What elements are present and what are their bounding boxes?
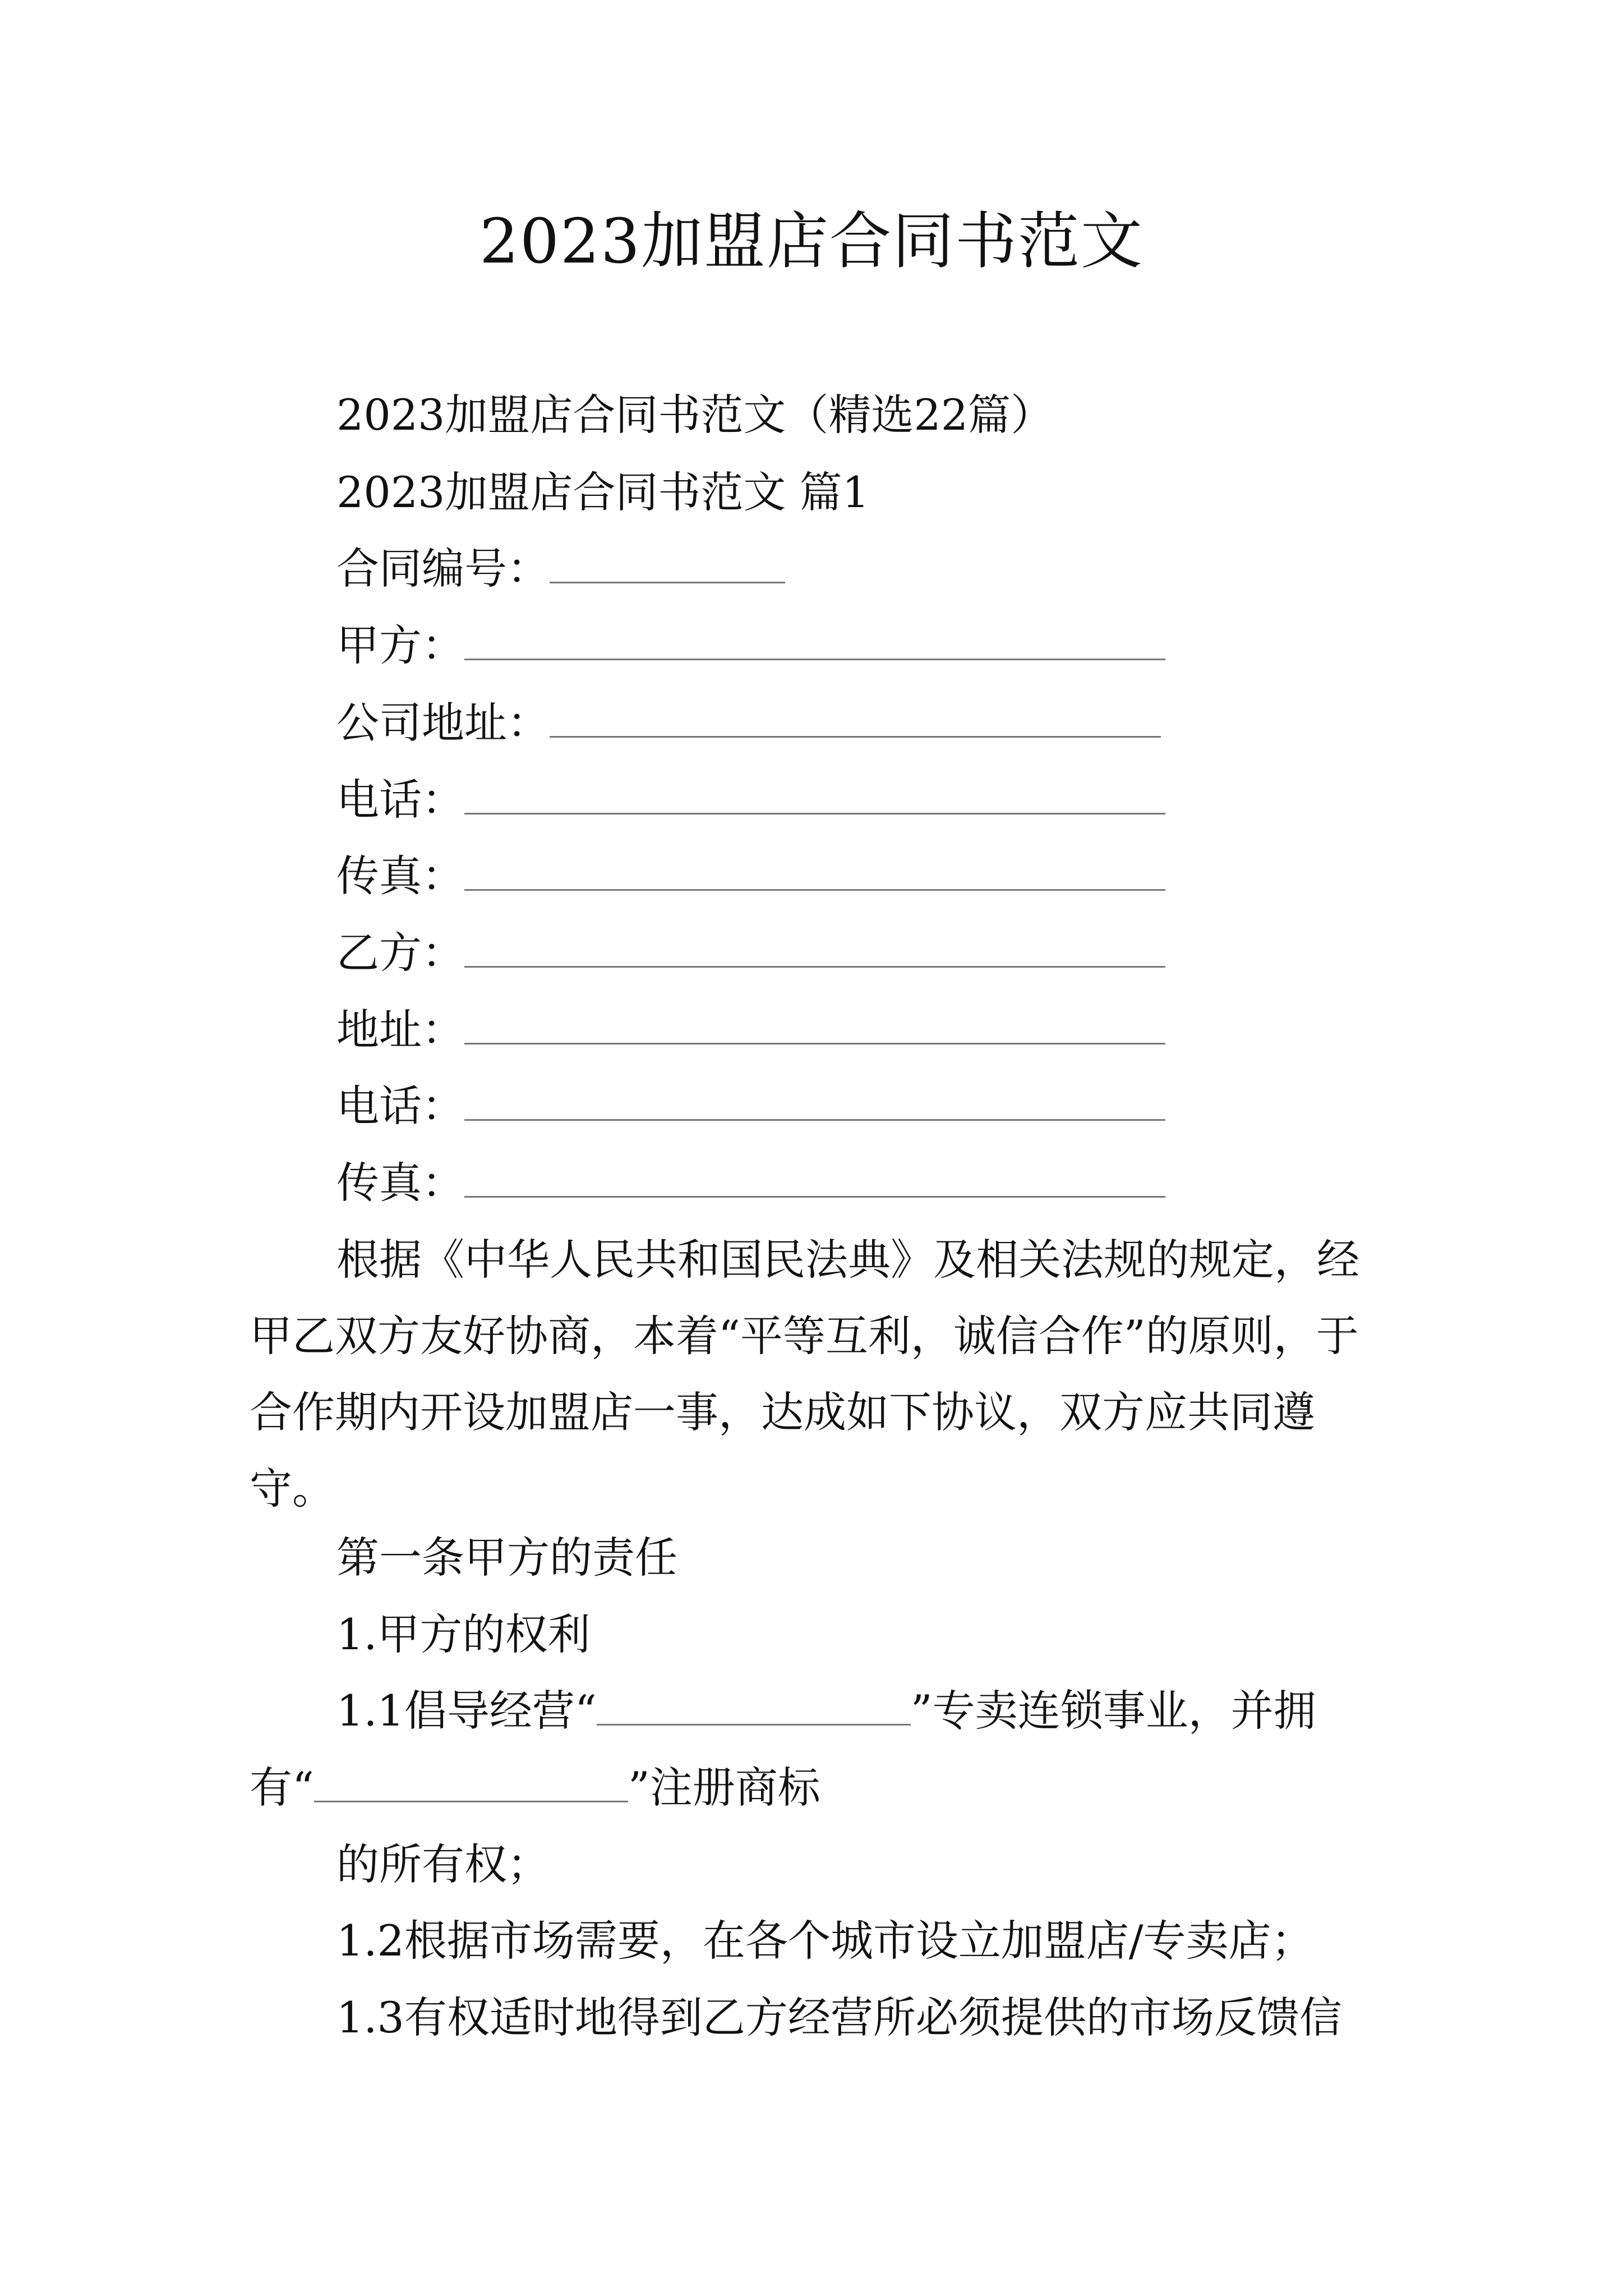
blank-line (464, 1013, 1165, 1045)
field-label: 地址： (336, 1005, 464, 1055)
field-fax-a (336, 848, 1165, 904)
field-label: 公司地址： (336, 698, 550, 748)
field-phone-b (336, 1078, 1165, 1134)
field-label: 传真： (336, 1158, 464, 1208)
item-1-1-line1 (336, 1683, 1316, 1739)
blank-line (464, 859, 1165, 891)
field-address-b (336, 1002, 1165, 1058)
item-1-1-line3: 的所有权； (336, 1839, 550, 1889)
field-party-b (336, 925, 1165, 981)
item-1-3: 1.3有权适时地得到乙方经营所必须提供的市场反馈信 (336, 1993, 1342, 2042)
blank-line (464, 628, 1165, 660)
field-company-address (336, 695, 1161, 751)
blank-line (550, 706, 1161, 738)
field-phone-a (336, 772, 1165, 828)
field-fax-b (336, 1155, 1165, 1211)
item-text: 1.1倡导经营“ (336, 1686, 597, 1736)
blank-line (550, 551, 785, 583)
intro-paragraph: 根据《中华人民共和国民法典》及相关法规的规定，经甲乙双方友好协商，本着“平等互利，诚信合作”的原则，于合作期内开设加盟店一事，达成如下协议，双方应共同遵守。 (250, 1235, 1359, 1513)
field-party-a (336, 618, 1165, 674)
field-label: 合同编号： (336, 544, 550, 593)
blank-line (464, 1166, 1165, 1198)
field-contract-number (336, 541, 785, 597)
blank-line (464, 783, 1165, 815)
blank-line (464, 1089, 1165, 1121)
item-text: ”注册商标 (628, 1763, 820, 1812)
blank-line (464, 936, 1165, 968)
blank-line (597, 1694, 911, 1726)
field-label: 甲方： (336, 620, 464, 670)
item-1-2: 1.2根据市场需要，在各个城市设立加盟店/专卖店； (336, 1916, 1314, 1966)
blank-line (314, 1770, 628, 1802)
article-1-heading: 第一条甲方的责任 (336, 1533, 677, 1582)
item-text: 有“ (250, 1763, 314, 1812)
field-label: 电话： (336, 1081, 464, 1131)
document-subtitle: 2023加盟店合同书范文（精选22篇） (336, 390, 1054, 440)
document-title: 2023加盟店合同书范文 (479, 205, 1144, 277)
item-1: 1.甲方的权利 (336, 1609, 591, 1659)
field-label: 乙方： (336, 928, 464, 978)
item-1-1-line2 (250, 1760, 820, 1816)
item-text: ”专卖连锁事业，并拥 (910, 1686, 1316, 1736)
field-label: 传真： (336, 851, 464, 901)
field-label: 电话： (336, 775, 464, 825)
section-heading: 2023加盟店合同书范文 篇1 (336, 467, 869, 517)
